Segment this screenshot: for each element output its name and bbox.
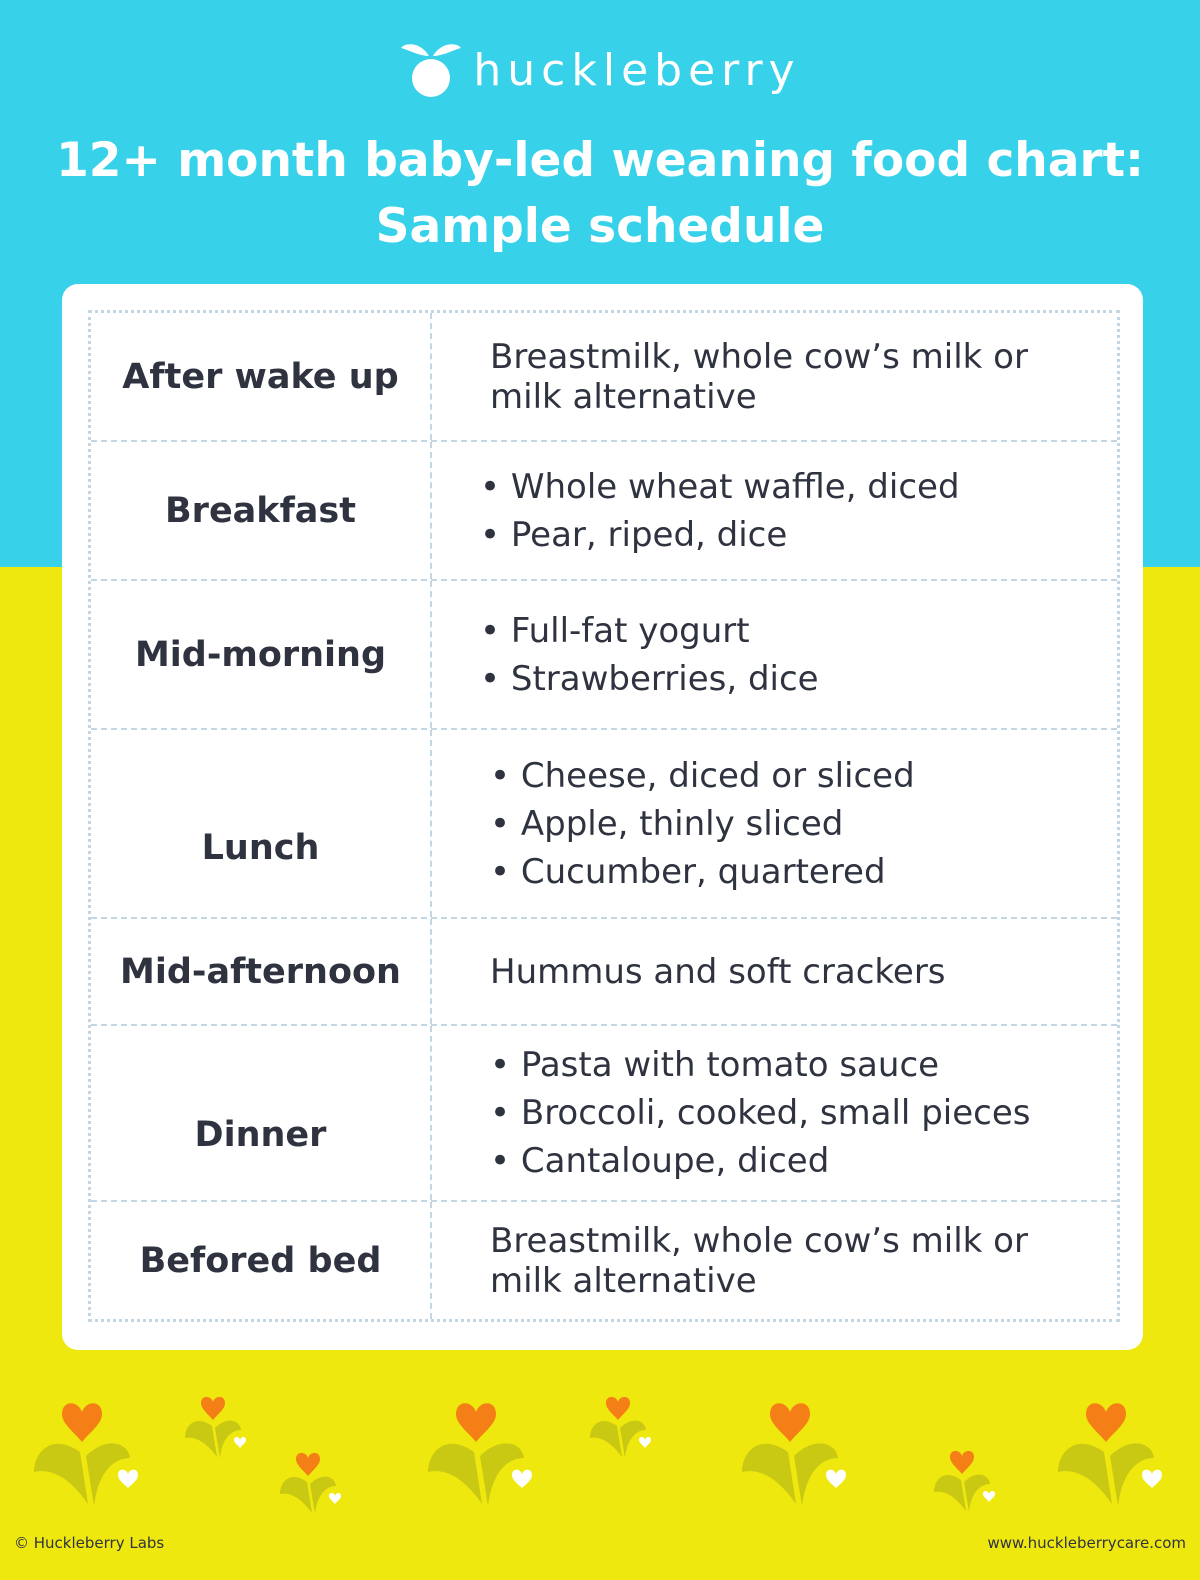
- berry-leaf-icon: [399, 40, 463, 100]
- meal-time-label: Dinner: [91, 1026, 432, 1200]
- table-row: [91, 1202, 1117, 1319]
- meal-description: [432, 442, 1117, 579]
- title-line-1: 12+ month baby-led weaning food chart:: [56, 133, 1144, 188]
- list-item: • Broccoli, cooked, small pieces: [490, 1089, 1097, 1137]
- meal-description: [432, 313, 1117, 440]
- meal-description: [432, 1026, 1117, 1200]
- website-url: www.huckleberrycare.com: [987, 1534, 1186, 1552]
- table-row: [91, 313, 1117, 442]
- list-item: • Full-fat yogurt: [480, 607, 1097, 655]
- table-row: [91, 1026, 1117, 1202]
- flower-decoration: [0, 1380, 1200, 1530]
- title-line-2: Sample schedule: [375, 199, 825, 254]
- meal-time-label: Befored bed: [91, 1202, 432, 1319]
- brand-name: huckleberry: [473, 44, 801, 96]
- meal-time-label: Breakfast: [91, 442, 432, 579]
- list-item: • Cheese, diced or sliced: [490, 752, 1097, 800]
- list-item: • Cucumber, quartered: [490, 848, 1097, 896]
- table-row: [91, 730, 1117, 919]
- meal-text: Hummus and soft crackers: [490, 951, 946, 992]
- list-item: • Pear, riped, dice: [480, 511, 1097, 559]
- meal-time-label: Lunch: [91, 730, 432, 917]
- meal-time-label: After wake up: [91, 313, 432, 440]
- meal-description: [432, 919, 1117, 1024]
- list-item: • Apple, thinly sliced: [490, 800, 1097, 848]
- meal-text: Breastmilk, whole cow’s milk or milk alternative: [490, 1220, 1028, 1301]
- table-row: [91, 442, 1117, 581]
- meal-time-label: Mid-morning: [91, 581, 432, 728]
- list-item: • Pasta with tomato sauce: [490, 1041, 1097, 1089]
- table-row: [91, 581, 1117, 730]
- list-item: • Strawberries, dice: [480, 655, 1097, 703]
- schedule-table: [88, 310, 1120, 1322]
- meal-text: Breastmilk, whole cow’s milk or milk alternative: [490, 336, 1028, 417]
- list-item: • Whole wheat waffle, diced: [480, 463, 1097, 511]
- list-item: • Cantaloupe, diced: [490, 1137, 1097, 1185]
- copyright: © Huckleberry Labs: [14, 1534, 165, 1552]
- meal-description: [432, 1202, 1117, 1319]
- meal-description: [432, 730, 1117, 917]
- table-row: [91, 919, 1117, 1026]
- meal-time-label: Mid-afternoon: [91, 919, 432, 1024]
- page-title: [0, 128, 1200, 260]
- brand-logo: [0, 40, 1200, 100]
- meal-description: [432, 581, 1117, 728]
